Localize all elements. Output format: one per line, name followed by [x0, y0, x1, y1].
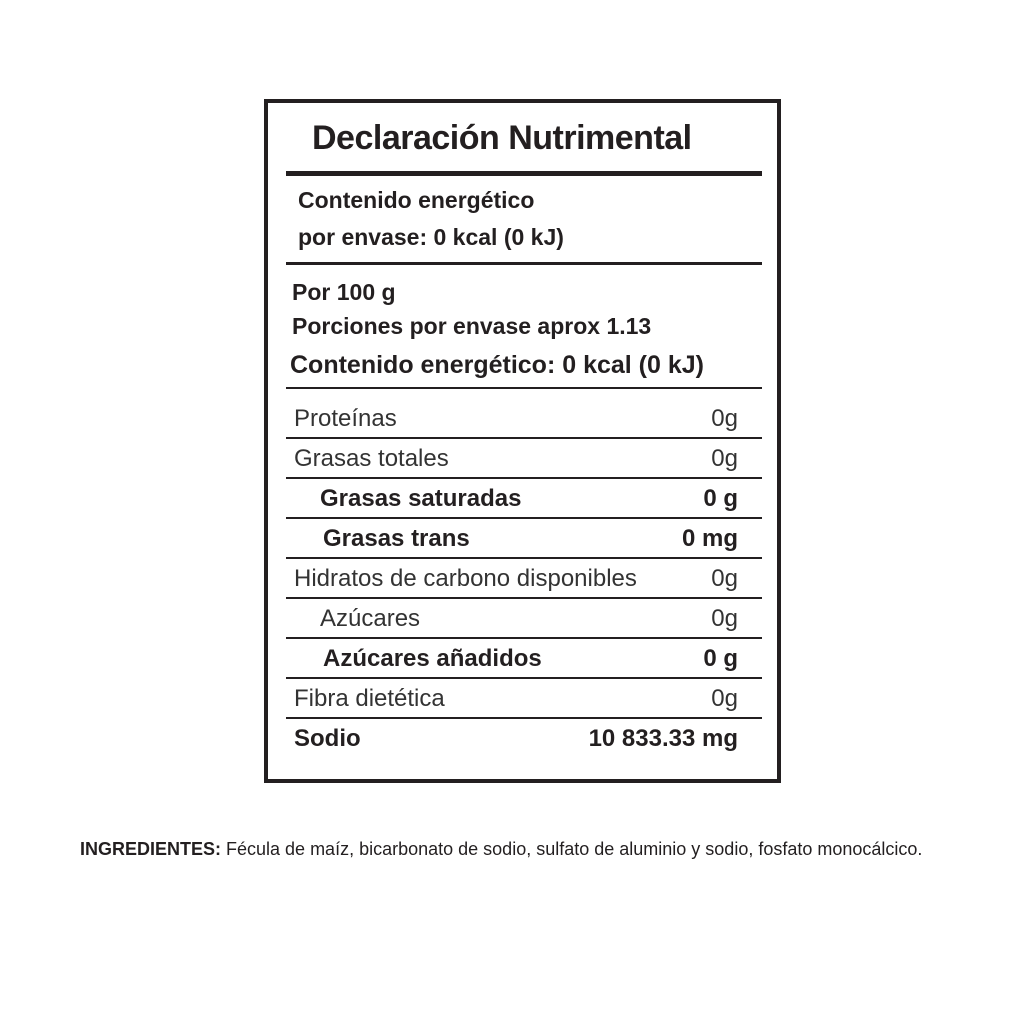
- nutrient-value: 0 g: [703, 485, 738, 512]
- energy-per-package-line2: por envase: 0 kcal (0 kJ): [298, 224, 564, 250]
- nutrient-name: Grasas totales: [294, 445, 449, 472]
- nutrient-name: Azúcares: [320, 605, 421, 632]
- energy-per-package-line1: Contenido energético: [298, 187, 535, 213]
- nutrient-value: 0 g: [703, 645, 738, 672]
- title-divider: [286, 171, 762, 176]
- nutrition-label: [264, 99, 781, 783]
- nutrient-value: 0g: [711, 405, 738, 432]
- nutrient-row-azucares-anadidos: [286, 639, 762, 679]
- nutrient-value: 0g: [711, 565, 738, 592]
- nutrient-name: Azúcares añadidos: [323, 645, 542, 672]
- nutrient-row-azucares: [286, 599, 762, 639]
- serving-divider: [286, 387, 762, 389]
- ingredients-list: Fécula de maíz, bicarbonato de sodio, sulfato de aluminio y sodio, fosfato monocálcico.: [221, 839, 923, 859]
- nutrient-row-grasas-totales: [286, 439, 762, 479]
- nutrient-name: Grasas trans: [323, 525, 470, 552]
- nutrient-value: 10 833.33 mg: [588, 725, 738, 752]
- nutrient-value: 0g: [711, 685, 738, 712]
- nutrient-name: Hidratos de carbono disponibles: [294, 565, 637, 592]
- nutrient-row-fibra: [286, 679, 762, 719]
- serving-size: Por 100 g: [292, 279, 396, 305]
- portions-per-package: Porciones por envase aprox 1.13: [292, 313, 652, 339]
- nutrient-name: Proteínas: [294, 405, 397, 432]
- nutrient-row-hidratos: [286, 559, 762, 599]
- nutrient-value: 0g: [711, 605, 738, 632]
- nutrient-name: Grasas saturadas: [320, 485, 522, 512]
- nutrient-name: Sodio: [294, 725, 361, 752]
- energy-divider: [286, 262, 762, 265]
- nutrient-name: Fibra dietética: [294, 685, 445, 712]
- nutrient-row-sodio: [286, 719, 762, 759]
- ingredients-label: INGREDIENTES:: [80, 839, 222, 859]
- nutrient-row-proteinas: [286, 399, 762, 439]
- nutrient-row-grasas-saturadas: [286, 479, 762, 519]
- energy-per-serving: Contenido energético: 0 kcal (0 kJ): [290, 351, 704, 379]
- label-title: Declaración Nutrimental: [312, 119, 692, 157]
- ingredients-text: [80, 839, 922, 860]
- nutrient-value: 0 mg: [681, 525, 738, 552]
- nutrient-value: 0g: [711, 445, 738, 472]
- nutrient-row-grasas-trans: [286, 519, 762, 559]
